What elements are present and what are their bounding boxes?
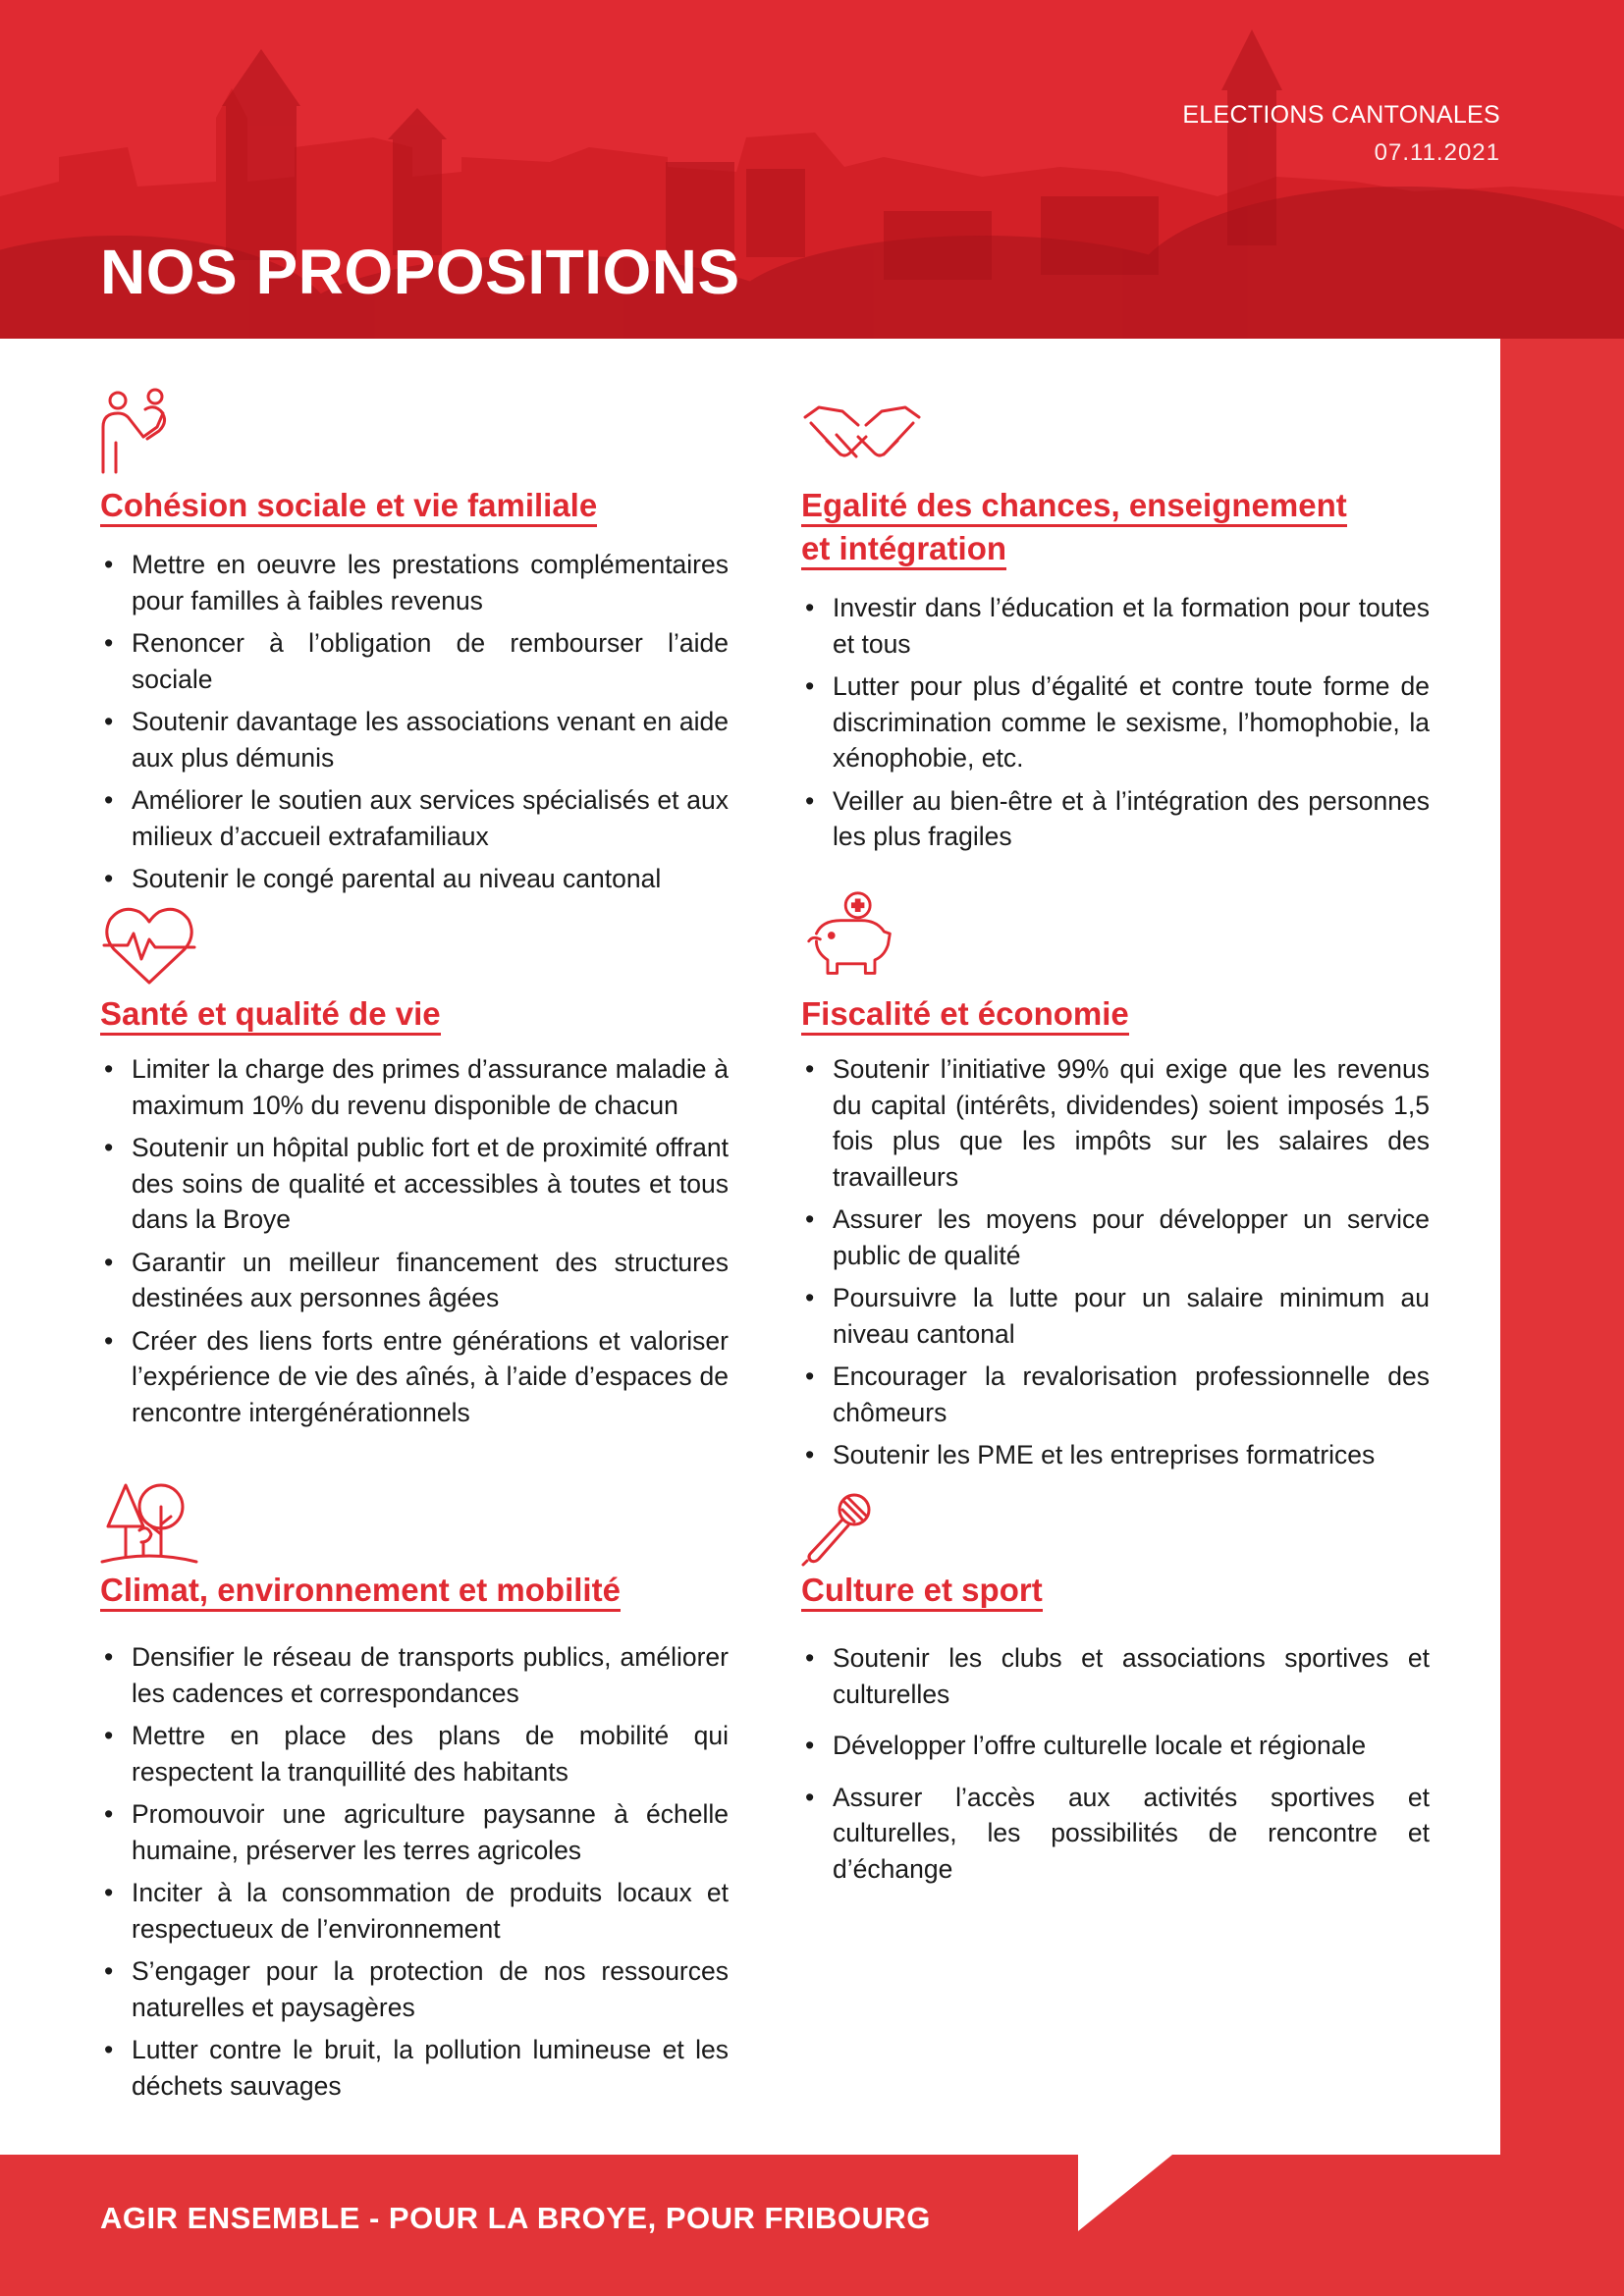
header-banner (0, 0, 1624, 339)
footer-banner (0, 2155, 1624, 2296)
list-item: • Développer l’offre culturelle locale et régionale (801, 1728, 1430, 1764)
list-item: • Poursuivre la lutte pour un salaire minimum au niveau cantonal (801, 1280, 1430, 1352)
piggy-bank-swiss-icon (801, 888, 899, 983)
list-item: • Mettre en oeuvre les prestations complémentaires pour familles à faibles revenus (100, 547, 729, 618)
list-item: • Mettre en place des plans de mobilité qui respectent la tranquillité des habitants (100, 1718, 729, 1789)
list-item: • Veiller au bien-être et à l’intégration des personnes les plus fragiles (801, 783, 1430, 855)
election-date: 07.11.2021 (1374, 139, 1500, 166)
list-item: • Inciter à la consommation de produits locaux et respectueux de l’environnement (100, 1875, 729, 1947)
handshake-icon (801, 388, 923, 482)
side-decoration-band (1500, 339, 1624, 2155)
microphone-icon (801, 1492, 874, 1565)
list-item: • Créer des liens forts entre générations et valoriser l’expérience de vie des aînés, à l’aide d’espaces de rencontre intergénérationnels (100, 1323, 729, 1431)
proposals-list (801, 1640, 1430, 1894)
list-item: • Soutenir un hôpital public fort et de proximité offrant des soins de qualité et accessibles à toutes et tous dans la Broye (100, 1130, 729, 1238)
proposals-list (801, 590, 1430, 862)
section-title: Egalité des chances, enseignement et intégration (801, 484, 1347, 570)
proposals-list (801, 1051, 1430, 1480)
section-title: Santé et qualité de vie (100, 992, 441, 1036)
section-title: Cohésion sociale et vie familiale (100, 484, 597, 527)
footer-slogan: AGIR ENSEMBLE - POUR LA BROYE, POUR FRIBOURG (100, 2201, 931, 2235)
section-title: Climat, environnement et mobilité (100, 1569, 621, 1612)
list-item: • Investir dans l’éducation et la formation pour toutes et tous (801, 590, 1430, 662)
family-care-icon (100, 388, 198, 482)
list-item: • Assurer l’accès aux activités sportives et culturelles, les possibilités de rencontre et d’échange (801, 1780, 1430, 1888)
proposals-list (100, 1051, 729, 1437)
trees-icon (100, 1477, 198, 1572)
proposals-list (100, 1639, 729, 2110)
speech-notch (1078, 2155, 1172, 2231)
page-title: NOS PROPOSITIONS (100, 237, 740, 307)
section-title: Fiscalité et économie (801, 992, 1129, 1036)
list-item: • Soutenir les clubs et associations sportives et culturelles (801, 1640, 1430, 1712)
list-item: • Assurer les moyens pour développer un service public de qualité (801, 1201, 1430, 1273)
list-item: • Renoncer à l’obligation de rembourser l’aide sociale (100, 625, 729, 697)
list-item: • Garantir un meilleur financement des structures destinées aux personnes âgées (100, 1245, 729, 1316)
list-item: • Encourager la revalorisation professionnelle des chômeurs (801, 1359, 1430, 1430)
list-item: • Limiter la charge des primes d’assurance maladie à maximum 10% du revenu disponible de chacun (100, 1051, 729, 1123)
heart-pulse-icon (100, 898, 198, 992)
section-title: Culture et sport (801, 1569, 1043, 1612)
list-item: • Soutenir le congé parental au niveau cantonal (100, 861, 729, 897)
list-item: • Soutenir les PME et les entreprises formatrices (801, 1437, 1430, 1473)
list-item: • S’engager pour la protection de nos ressources naturelles et paysagères (100, 1953, 729, 2025)
election-info (1182, 101, 1500, 167)
list-item: • Lutter contre le bruit, la pollution lumineuse et les déchets sauvages (100, 2032, 729, 2104)
election-label: ELECTIONS CANTONALES (1182, 101, 1500, 129)
list-item: • Soutenir davantage les associations venant en aide aux plus démunis (100, 704, 729, 775)
list-item: • Soutenir l’initiative 99% qui exige que les revenus du capital (intérêts, dividendes) soient imposés 1,5 fois plus que les impôts sur les salaires des travailleurs (801, 1051, 1430, 1195)
list-item: • Améliorer le soutien aux services spécialisés et aux milieux d’accueil extrafamiliaux (100, 782, 729, 854)
list-item: • Promouvoir une agriculture paysanne à échelle humaine, préserver les terres agricoles (100, 1796, 729, 1868)
proposals-list (100, 547, 729, 904)
list-item: • Lutter pour plus d’égalité et contre toute forme de discrimination comme le sexisme, l’homophobie, la xénophobie, etc. (801, 668, 1430, 776)
list-item: • Densifier le réseau de transports publics, améliorer les cadences et correspondances (100, 1639, 729, 1711)
